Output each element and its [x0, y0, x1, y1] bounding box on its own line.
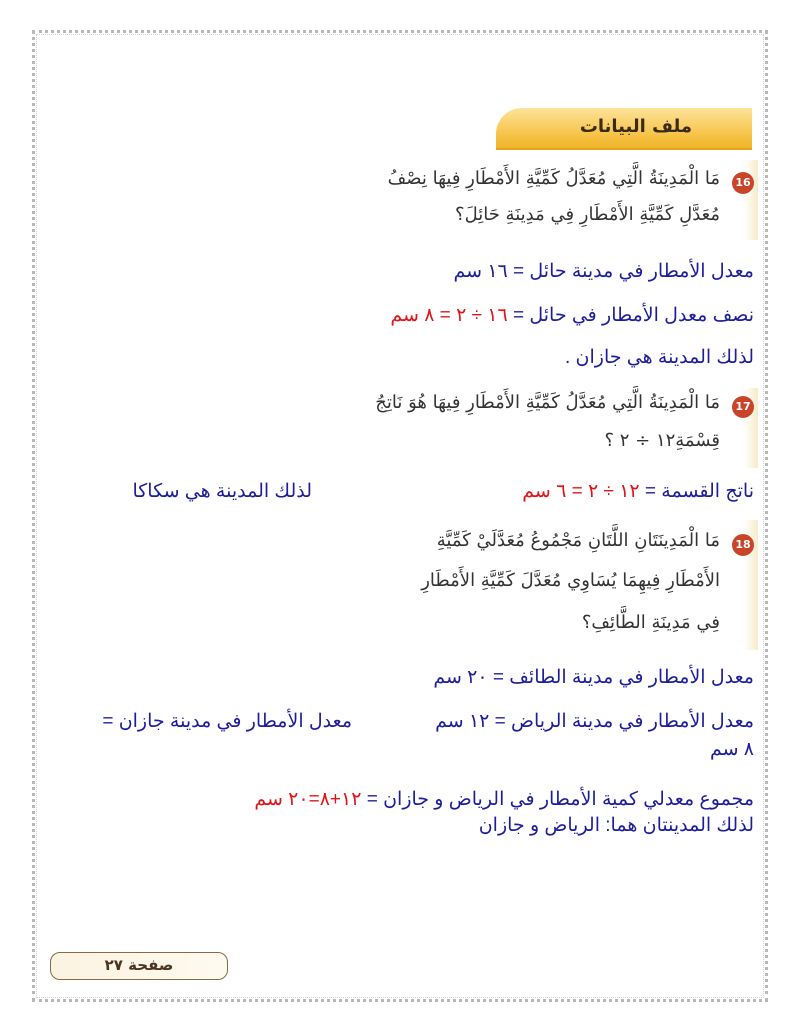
answer-16-calc: ١٦ ÷ ٢ = ٨ سم: [390, 305, 508, 326]
question-number-badge: 16: [732, 172, 754, 194]
answer-18-conclusion: لذلك المدينتان هما: الرياض و جازان: [478, 815, 754, 836]
answer-16-prefix: نصف معدل الأمطار في حائل =: [507, 305, 754, 326]
question-number-badge: 18: [732, 534, 754, 556]
section-banner: [496, 108, 752, 148]
answer-17-line: [522, 480, 754, 503]
answer-17-conclusion: لذلك المدينة هي سكاكا: [132, 481, 312, 502]
answer-17-calc: ١٢ ÷ ٢ = ٦ سم: [522, 481, 640, 502]
answer-16-line-3: لذلك المدينة هي جازان .: [565, 347, 754, 368]
question-17-line-2: قِسْمَةِ١٢ ÷ ٢ ؟: [604, 430, 720, 451]
question-18-line-2: الأَمْطَارِ فِيهِمَا يُسَاوِي مُعَدَّلَ كَمِّيَّةِ الأَمْطَارِ: [421, 570, 720, 591]
answer-17-prefix: ناتج القسمة =: [639, 481, 754, 502]
answer-16-line-2: [390, 304, 754, 327]
question-18-line-3: فِي مَدِينَةِ الطَّائِفِ؟: [581, 612, 720, 633]
answer-18-sum: [254, 788, 754, 811]
answer-18-sum-calc: ١٢+٨=٢٠ سم: [254, 789, 362, 810]
answer-18-jazan-value: ٨ سم: [709, 739, 754, 760]
question-18-line-1: مَا الْمَدِينَتَانِ اللَّتَانِ مَجْمُوعُ مُعَدَّلَيْ كَمِّيَّةِ: [436, 530, 720, 551]
answer-18-sum-prefix: مجموع معدلي كمية الأمطار في الرياض و جازان =: [361, 789, 754, 810]
answer-18-jazan: معدل الأمطار في مدينة جازان =: [102, 711, 352, 732]
question-16-line-2: مُعَدَّلِ كَمِّيَّةِ الأَمْطَارِ فِي مَدِينَةِ حَائِلَ؟: [455, 204, 720, 225]
question-number-badge: 17: [732, 396, 754, 418]
page-number: صفحة ٢٧: [104, 956, 174, 974]
question-16-line-1: مَا الْمَدِينَةُ الَّتِي مُعَدَّلُ كَمِّيَّةِ الأَمْطَارِ فِيهَا نِصْفُ: [387, 168, 720, 189]
section-title: ملف البيانات: [579, 116, 692, 137]
answer-18-taif: معدل الأمطار في مدينة الطائف = ٢٠ سم: [433, 667, 754, 688]
answer-16-line-1: معدل الأمطار في مدينة حائل = ١٦ سم: [453, 261, 754, 282]
answer-18-riyadh: معدل الأمطار في مدينة الرياض = ١٢ سم: [435, 711, 754, 732]
question-17-line-1: مَا الْمَدِينَةُ الَّتِي مُعَدَّلُ كَمِّيَّةِ الأَمْطَارِ فِيهَا هُوَ نَاتِجُ: [375, 392, 720, 413]
page-number-box: [50, 952, 228, 980]
